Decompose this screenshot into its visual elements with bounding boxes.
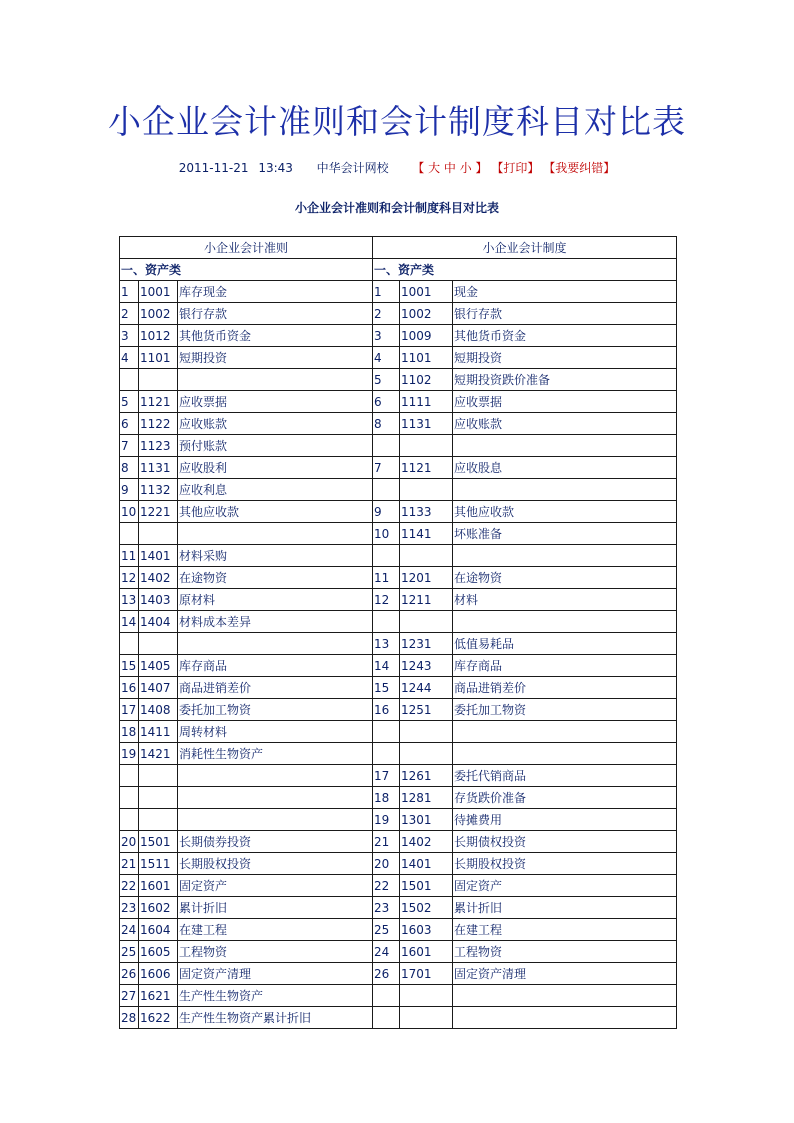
right-account-cell (453, 479, 677, 501)
left-code-cell: 1132 (139, 479, 178, 501)
right-code-cell: 1261 (400, 765, 453, 787)
left-account-cell: 固定资产清理 (178, 963, 373, 985)
left-account-cell: 在途物资 (178, 567, 373, 589)
left-account-cell: 材料成本差异 (178, 611, 373, 633)
left-code-cell: 1405 (139, 655, 178, 677)
table-row (120, 655, 677, 677)
left-seq-cell: 25 (120, 941, 139, 963)
right-account-cell: 短期投资 (453, 347, 677, 369)
right-code-cell: 1141 (400, 523, 453, 545)
left-code-cell: 1403 (139, 589, 178, 611)
right-seq-cell: 13 (373, 633, 400, 655)
left-seq-cell: 1 (120, 281, 139, 303)
table-title: 小企业会计准则和会计制度科目对比表 (294, 201, 499, 215)
left-code-cell: 1401 (139, 545, 178, 567)
right-code-cell: 1603 (400, 919, 453, 941)
left-code-cell (139, 369, 178, 391)
table-header-row (120, 237, 677, 259)
right-code-cell: 1502 (400, 897, 453, 919)
left-account-cell: 应收股利 (178, 457, 373, 479)
right-seq-cell: 24 (373, 941, 400, 963)
left-seq-cell: 14 (120, 611, 139, 633)
table-row (120, 743, 677, 765)
right-account-cell: 待摊费用 (453, 809, 677, 831)
table-row (120, 413, 677, 435)
table-row (120, 435, 677, 457)
right-account-cell: 其他应收款 (453, 501, 677, 523)
left-code-cell: 1002 (139, 303, 178, 325)
left-account-cell: 固定资产 (178, 875, 373, 897)
header-standard: 小企业会计准则 (120, 237, 373, 259)
left-account-cell (178, 633, 373, 655)
left-account-cell (178, 369, 373, 391)
table-row (120, 699, 677, 721)
right-code-cell (400, 611, 453, 633)
right-account-cell: 短期投资跌价准备 (453, 369, 677, 391)
left-seq-cell: 26 (120, 963, 139, 985)
left-account-cell: 应收账款 (178, 413, 373, 435)
table-row (120, 391, 677, 413)
left-code-cell: 1402 (139, 567, 178, 589)
table-row (120, 369, 677, 391)
right-code-cell: 1701 (400, 963, 453, 985)
left-seq-cell: 17 (120, 699, 139, 721)
font-size-links[interactable]: 【 大 中 小 】 (412, 161, 488, 175)
left-account-cell: 长期债券投资 (178, 831, 373, 853)
left-account-cell: 库存商品 (178, 655, 373, 677)
right-seq-cell: 11 (373, 567, 400, 589)
table-row (120, 347, 677, 369)
right-account-cell: 现金 (453, 281, 677, 303)
right-code-cell: 1402 (400, 831, 453, 853)
right-code-cell: 1201 (400, 567, 453, 589)
right-code-cell: 1009 (400, 325, 453, 347)
left-account-cell: 应收利息 (178, 479, 373, 501)
table-row (120, 853, 677, 875)
right-account-cell (453, 985, 677, 1007)
left-account-cell: 生产性生物资产累计折旧 (178, 1007, 373, 1029)
table-row (120, 677, 677, 699)
right-account-cell (453, 435, 677, 457)
left-code-cell: 1101 (139, 347, 178, 369)
left-account-cell: 原材料 (178, 589, 373, 611)
right-code-cell: 1601 (400, 941, 453, 963)
right-seq-cell: 4 (373, 347, 400, 369)
right-seq-cell: 6 (373, 391, 400, 413)
right-seq-cell: 16 (373, 699, 400, 721)
table-row (120, 303, 677, 325)
left-seq-cell: 19 (120, 743, 139, 765)
table-row (120, 611, 677, 633)
right-seq-cell (373, 435, 400, 457)
left-code-cell: 1421 (139, 743, 178, 765)
table-row (120, 567, 677, 589)
right-code-cell: 1401 (400, 853, 453, 875)
right-account-cell: 银行存款 (453, 303, 677, 325)
right-code-cell: 1501 (400, 875, 453, 897)
publish-date: 2011-11-21 (178, 161, 249, 175)
left-seq-cell: 28 (120, 1007, 139, 1029)
left-code-cell: 1001 (139, 281, 178, 303)
left-code-cell: 1411 (139, 721, 178, 743)
right-code-cell (400, 435, 453, 457)
right-seq-cell (373, 985, 400, 1007)
left-code-cell: 1606 (139, 963, 178, 985)
right-seq-cell (373, 611, 400, 633)
left-code-cell: 1407 (139, 677, 178, 699)
page-title: 小企业会计准则和会计制度科目对比表 (108, 102, 686, 141)
right-account-cell: 长期债权投资 (453, 831, 677, 853)
left-account-cell (178, 765, 373, 787)
right-seq-cell (373, 479, 400, 501)
right-seq-cell: 18 (373, 787, 400, 809)
left-code-cell: 1605 (139, 941, 178, 963)
right-code-cell: 1301 (400, 809, 453, 831)
left-account-cell: 应收票据 (178, 391, 373, 413)
right-account-cell: 累计折旧 (453, 897, 677, 919)
left-seq-cell (120, 787, 139, 809)
left-seq-cell: 27 (120, 985, 139, 1007)
left-seq-cell: 15 (120, 655, 139, 677)
left-account-cell (178, 787, 373, 809)
right-account-cell: 坏账准备 (453, 523, 677, 545)
right-account-cell: 在建工程 (453, 919, 677, 941)
right-code-cell (400, 743, 453, 765)
left-seq-cell: 13 (120, 589, 139, 611)
table-row (120, 765, 677, 787)
left-code-cell: 1604 (139, 919, 178, 941)
right-account-cell (453, 611, 677, 633)
table-row (120, 941, 677, 963)
right-account-cell: 库存商品 (453, 655, 677, 677)
right-code-cell: 1281 (400, 787, 453, 809)
header-system: 小企业会计制度 (373, 237, 677, 259)
source-label: 中华会计网校 (316, 161, 389, 175)
right-code-cell: 1102 (400, 369, 453, 391)
category-left: 一、资产类 (120, 259, 373, 281)
left-account-cell: 库存现金 (178, 281, 373, 303)
right-code-cell: 1121 (400, 457, 453, 479)
right-seq-cell: 1 (373, 281, 400, 303)
right-account-cell: 工程物资 (453, 941, 677, 963)
left-code-cell: 1501 (139, 831, 178, 853)
right-account-cell (453, 743, 677, 765)
left-seq-cell: 4 (120, 347, 139, 369)
table-row (120, 875, 677, 897)
right-code-cell: 1251 (400, 699, 453, 721)
table-row (120, 787, 677, 809)
left-seq-cell: 18 (120, 721, 139, 743)
left-seq-cell: 11 (120, 545, 139, 567)
right-account-cell: 其他货币资金 (453, 325, 677, 347)
left-code-cell: 1404 (139, 611, 178, 633)
left-account-cell (178, 523, 373, 545)
table-row (120, 809, 677, 831)
category-right: 一、资产类 (373, 259, 677, 281)
comparison-table (119, 236, 677, 1029)
left-code-cell: 1122 (139, 413, 178, 435)
table-row (120, 721, 677, 743)
right-account-cell (453, 1007, 677, 1029)
right-seq-cell (373, 721, 400, 743)
table-row (120, 545, 677, 567)
left-code-cell: 1221 (139, 501, 178, 523)
right-seq-cell: 23 (373, 897, 400, 919)
right-account-cell: 应收股息 (453, 457, 677, 479)
left-code-cell: 1622 (139, 1007, 178, 1029)
table-row (120, 1007, 677, 1029)
right-account-cell: 商品进销差价 (453, 677, 677, 699)
left-code-cell (139, 523, 178, 545)
right-code-cell: 1111 (400, 391, 453, 413)
left-code-cell: 1012 (139, 325, 178, 347)
left-code-cell (139, 765, 178, 787)
right-seq-cell: 12 (373, 589, 400, 611)
left-seq-cell (120, 633, 139, 655)
right-code-cell: 1002 (400, 303, 453, 325)
right-code-cell: 1133 (400, 501, 453, 523)
right-seq-cell: 3 (373, 325, 400, 347)
left-seq-cell: 7 (120, 435, 139, 457)
table-row (120, 589, 677, 611)
left-account-cell: 委托加工物资 (178, 699, 373, 721)
left-seq-cell: 5 (120, 391, 139, 413)
right-account-cell: 存货跌价准备 (453, 787, 677, 809)
right-seq-cell: 14 (373, 655, 400, 677)
right-seq-cell: 7 (373, 457, 400, 479)
right-seq-cell: 20 (373, 853, 400, 875)
right-code-cell: 1244 (400, 677, 453, 699)
left-seq-cell: 24 (120, 919, 139, 941)
right-seq-cell (373, 743, 400, 765)
left-seq-cell (120, 523, 139, 545)
right-code-cell: 1231 (400, 633, 453, 655)
left-code-cell: 1123 (139, 435, 178, 457)
right-seq-cell: 2 (373, 303, 400, 325)
left-account-cell: 长期股权投资 (178, 853, 373, 875)
right-seq-cell: 26 (373, 963, 400, 985)
right-seq-cell: 19 (373, 809, 400, 831)
right-account-cell: 应收票据 (453, 391, 677, 413)
table-row (120, 897, 677, 919)
right-code-cell: 1211 (400, 589, 453, 611)
right-account-cell: 应收账款 (453, 413, 677, 435)
left-code-cell: 1131 (139, 457, 178, 479)
left-account-cell: 商品进销差价 (178, 677, 373, 699)
left-seq-cell: 8 (120, 457, 139, 479)
left-account-cell: 短期投资 (178, 347, 373, 369)
table-row (120, 325, 677, 347)
left-account-cell: 生产性生物资产 (178, 985, 373, 1007)
right-seq-cell: 21 (373, 831, 400, 853)
right-account-cell: 长期股权投资 (453, 853, 677, 875)
table-row (120, 633, 677, 655)
right-seq-cell: 10 (373, 523, 400, 545)
category-row (120, 259, 677, 281)
right-code-cell (400, 479, 453, 501)
right-seq-cell: 17 (373, 765, 400, 787)
left-seq-cell (120, 765, 139, 787)
left-account-cell: 预付账款 (178, 435, 373, 457)
left-seq-cell: 2 (120, 303, 139, 325)
table-row (120, 479, 677, 501)
table-row (120, 919, 677, 941)
right-account-cell: 材料 (453, 589, 677, 611)
left-seq-cell: 16 (120, 677, 139, 699)
table-row (120, 523, 677, 545)
left-account-cell: 其他应收款 (178, 501, 373, 523)
table-row (120, 281, 677, 303)
left-seq-cell: 6 (120, 413, 139, 435)
left-account-cell: 银行存款 (178, 303, 373, 325)
left-seq-cell: 9 (120, 479, 139, 501)
left-code-cell: 1601 (139, 875, 178, 897)
right-account-cell: 固定资产 (453, 875, 677, 897)
left-account-cell: 其他货币资金 (178, 325, 373, 347)
left-code-cell: 1621 (139, 985, 178, 1007)
right-code-cell (400, 721, 453, 743)
left-account-cell: 材料采购 (178, 545, 373, 567)
left-seq-cell: 21 (120, 853, 139, 875)
right-code-cell: 1101 (400, 347, 453, 369)
report-error-link[interactable]: 【我要纠错】 (543, 161, 616, 175)
right-seq-cell: 8 (373, 413, 400, 435)
table-row (120, 831, 677, 853)
table-row (120, 501, 677, 523)
left-seq-cell: 20 (120, 831, 139, 853)
right-code-cell: 1243 (400, 655, 453, 677)
right-code-cell (400, 1007, 453, 1029)
right-seq-cell: 5 (373, 369, 400, 391)
print-link[interactable]: 【打印】 (491, 161, 540, 175)
left-seq-cell: 10 (120, 501, 139, 523)
right-code-cell: 1001 (400, 281, 453, 303)
right-account-cell: 在途物资 (453, 567, 677, 589)
left-code-cell (139, 633, 178, 655)
right-account-cell (453, 545, 677, 567)
right-seq-cell: 22 (373, 875, 400, 897)
article-meta (0, 159, 794, 176)
left-code-cell: 1121 (139, 391, 178, 413)
right-seq-cell: 9 (373, 501, 400, 523)
right-seq-cell: 25 (373, 919, 400, 941)
left-seq-cell: 12 (120, 567, 139, 589)
right-code-cell: 1131 (400, 413, 453, 435)
table-row (120, 457, 677, 479)
right-account-cell: 固定资产清理 (453, 963, 677, 985)
left-code-cell (139, 809, 178, 831)
left-code-cell (139, 787, 178, 809)
right-code-cell (400, 545, 453, 567)
left-account-cell: 消耗性生物资产 (178, 743, 373, 765)
left-seq-cell: 3 (120, 325, 139, 347)
publish-time: 13:43 (258, 161, 293, 175)
left-code-cell: 1602 (139, 897, 178, 919)
right-code-cell (400, 985, 453, 1007)
left-account-cell (178, 809, 373, 831)
left-code-cell: 1511 (139, 853, 178, 875)
right-account-cell: 委托代销商品 (453, 765, 677, 787)
left-code-cell: 1408 (139, 699, 178, 721)
left-account-cell: 工程物资 (178, 941, 373, 963)
left-account-cell: 在建工程 (178, 919, 373, 941)
left-seq-cell (120, 369, 139, 391)
left-seq-cell (120, 809, 139, 831)
left-seq-cell: 22 (120, 875, 139, 897)
right-seq-cell: 15 (373, 677, 400, 699)
left-account-cell: 累计折旧 (178, 897, 373, 919)
right-seq-cell (373, 545, 400, 567)
table-row (120, 985, 677, 1007)
table-row (120, 963, 677, 985)
left-account-cell: 周转材料 (178, 721, 373, 743)
left-seq-cell: 23 (120, 897, 139, 919)
right-account-cell: 委托加工物资 (453, 699, 677, 721)
right-account-cell: 低值易耗品 (453, 633, 677, 655)
right-account-cell (453, 721, 677, 743)
right-seq-cell (373, 1007, 400, 1029)
